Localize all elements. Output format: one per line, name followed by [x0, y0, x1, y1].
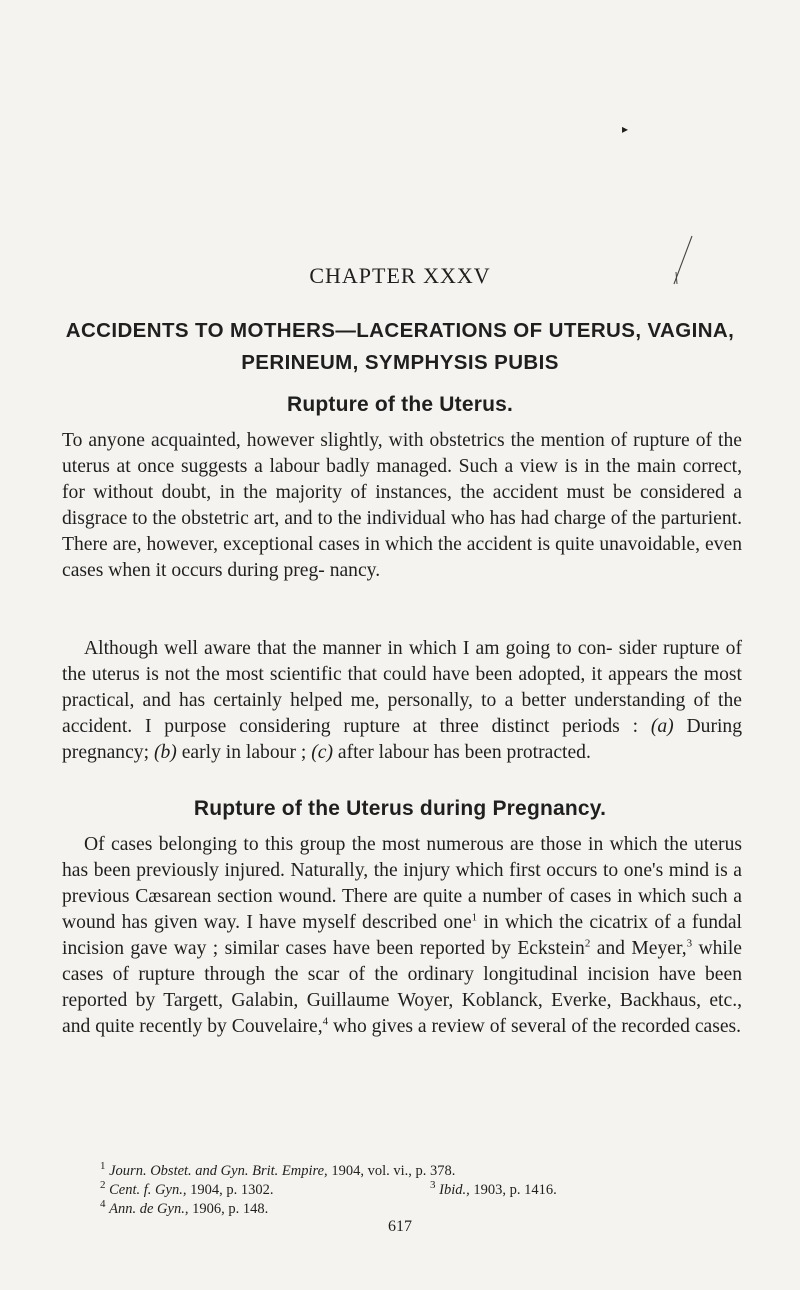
page-number: 617 [388, 1218, 412, 1235]
label-b: (b) [153, 742, 177, 763]
label-c: (c) [311, 742, 333, 763]
footnote-ref-2[interactable]: 2 [584, 937, 591, 950]
footnotes [100, 1162, 750, 1219]
paragraph-3-part-1: Of cases belonging to this group the most numerous are those in which the uterus has been previously injured. Naturally, the injury which first occurs to one's mind is a previous Cæsarean section wound. There are quite a number of cases in which such a wound has given way. I have myself described one [62, 834, 742, 933]
section-heading-pregnancy: Rupture of the Uterus during Pregnancy. [193, 797, 607, 820]
label-a: (a) [650, 716, 674, 737]
footnote-4 [100, 1198, 269, 1217]
paragraph-2-text: Although well aware that the manner in which I am going to con- sider rupture of the uterus is not the most scientific that could have been adopted, it appears the most practical, and has certainly helped me, personally, to a better understanding of the accident. I purpose considering rupture at three distinct periods : [62, 638, 742, 737]
footnote-4-title: Ann. de Gyn., [109, 1201, 189, 1217]
footnote-ref-1[interactable]: 1 [471, 911, 478, 924]
chapter-title [60, 315, 740, 379]
chapter-heading: CHAPTER XXXV [309, 263, 491, 288]
footnote-4-detail: 1906, p. 148. [192, 1201, 269, 1217]
paragraph-3 [62, 832, 742, 1040]
section-heading-rupture: Rupture of the Uterus. [286, 393, 514, 416]
chapter-title-line-2: PERINEUM, SYMPHYSIS PUBIS [241, 351, 559, 374]
footnote-2 [100, 1179, 274, 1198]
paragraph-3-part-5: who gives a review of several of the recorded cases. [333, 1016, 742, 1037]
paragraph-3-part-4: while cases of rupture through the scar of the ordinary longitudinal incision have been reported by Targett, Galabin, Guillaume Woyer, Koblanck, Everke, Backhaus, etc., and quite recently by Couvelaire, [62, 938, 742, 1037]
paragraph-3-part-2: in which the cicatrix of a fundal incision gave way ; similar cases have been reported by Eckstein [62, 912, 742, 959]
footnote-3 [430, 1181, 557, 1200]
footnote-2-title: Cent. f. Gyn., [109, 1182, 187, 1198]
footnote-3-title: Ibid., [439, 1182, 470, 1198]
footnote-3-detail: 1903, p. 1416. [473, 1182, 557, 1198]
footnote-2-detail: 1904, p. 1302. [190, 1182, 274, 1198]
printer-mark: ▸ [622, 122, 629, 136]
footnote-2-number: 2 [100, 1179, 106, 1192]
period-c: after labour has been protracted. [337, 742, 591, 763]
chapter-title-line-1: ACCIDENTS TO MOTHERS—LACERATIONS OF UTERUS, VAGINA, [65, 319, 735, 342]
footnote-4-number: 4 [100, 1198, 106, 1211]
footnote-1-title: Journ. Obstet. and Gyn. Brit. Empire, [109, 1163, 328, 1179]
footnote-3-number: 3 [430, 1179, 436, 1192]
footnote-ref-4[interactable]: 4 [322, 1015, 329, 1028]
footnote-1-number: 1 [100, 1160, 106, 1173]
footnote-1 [100, 1160, 456, 1179]
paragraph-3-part-3: and Meyer, [596, 938, 687, 959]
paragraph-2 [62, 636, 742, 766]
footnote-ref-3[interactable]: 3 [686, 937, 693, 950]
footnote-1-detail: 1904, vol. vi., p. 378. [331, 1163, 456, 1179]
paragraph-1: To anyone acquainted, however slightly, with obstetrics the mention of rupture of the uterus at once suggests a labour badly managed. Such a view is in the main correct, for without doubt, in the majority of instances, the accident must be considered a disgrace to the obstetric art, and to the individual who has had charge of the parturient. There are, however, exceptional cases in which the accident is quite unavoidable, even cases when it occurs during preg- nancy. [62, 430, 742, 581]
period-a: During pregnancy; [62, 716, 743, 763]
period-b: early in labour ; [181, 742, 307, 763]
